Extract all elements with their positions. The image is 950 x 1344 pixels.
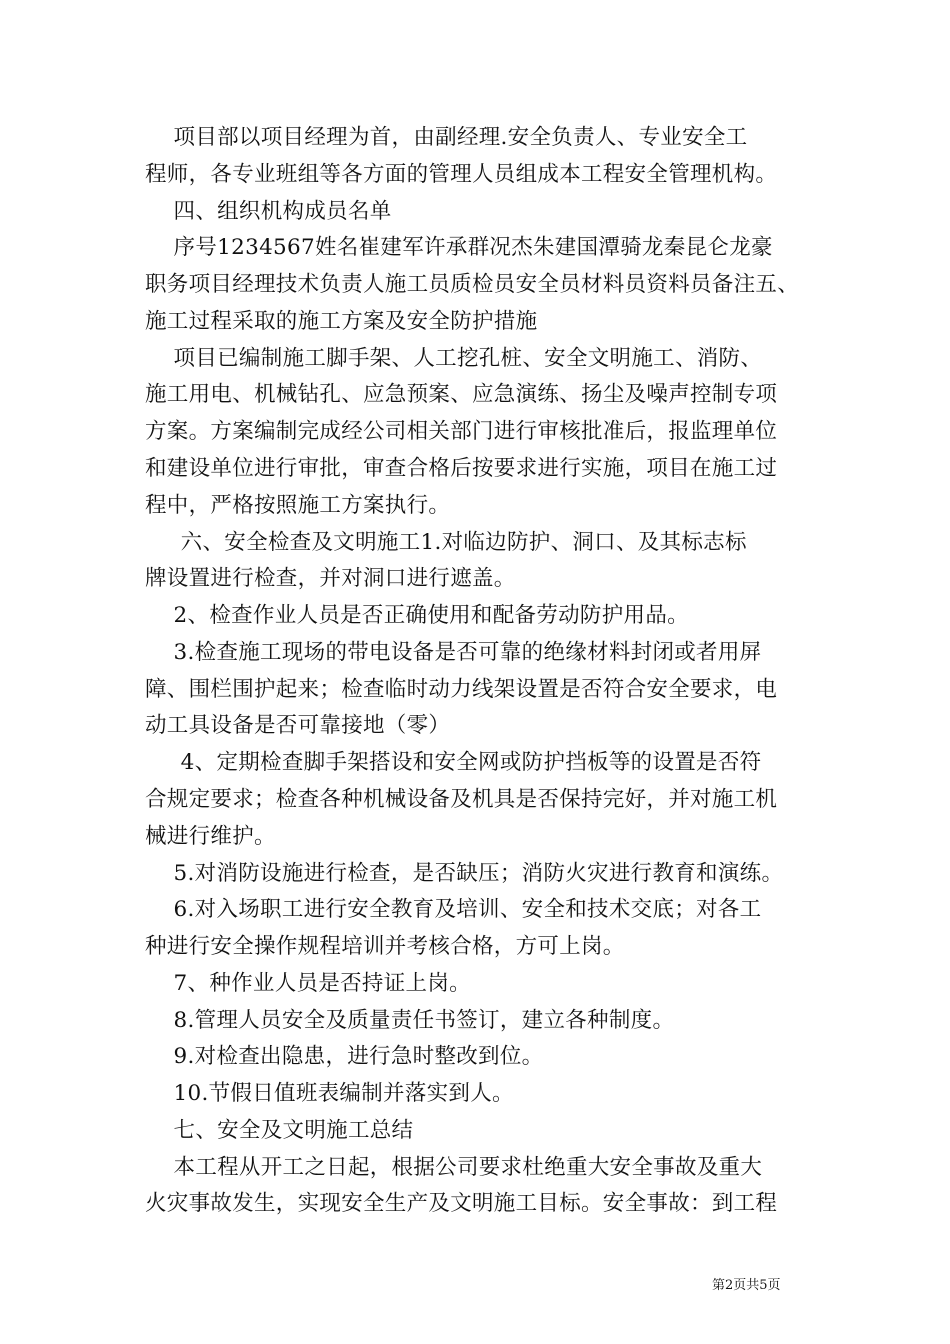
section-heading: 六、安全检查及文明施工1.对临边防护、洞口、及其标志标 xyxy=(145,530,747,555)
text-line: 本工程从开工之日起，根据公司要求杜绝重大安全事故及重大 xyxy=(145,1155,763,1180)
text-line: 动工具设备是否可靠接地（零） xyxy=(145,713,451,738)
text-line: 障、围栏围护起来；检查临时动力线架设置是否符合安全要求，电 xyxy=(145,677,778,702)
text-line: 程中，严格按照施工方案执行。 xyxy=(145,493,451,518)
text-line: 械进行维护。 xyxy=(145,824,276,849)
text-line: 方案。方案编制完成经公司相关部门进行审核批准后，报监理单位 xyxy=(145,419,778,444)
text-line: 项目部以项目经理为首，由副经理.安全负责人、专业安全工 xyxy=(145,125,748,150)
text-line: 5.对消防设施进行检查，是否缺压；消防火灾进行教育和演练。 xyxy=(145,861,784,886)
text-line: 合规定要求；检查各种机械设备及机具是否保持完好，并对施工机 xyxy=(145,787,778,812)
text-line: 3.检查施工现场的带电设备是否可靠的绝缘材料封闭或者用屏 xyxy=(145,640,762,665)
text-line: 7、种作业人员是否持证上岗。 xyxy=(145,971,471,996)
text-line: 和建设单位进行审批，审查合格后按要求进行实施，项目在施工过 xyxy=(145,456,778,481)
text-line: 2、检查作业人员是否正确使用和配备劳动防护用品。 xyxy=(145,603,689,628)
text-line: 牌设置进行检查，并对洞口进行遮盖。 xyxy=(145,566,516,591)
section-heading: 四、组织机构成员名单 xyxy=(145,199,392,224)
text-line: 火灾事故发生，实现安全生产及文明施工目标。安全事故：到工程 xyxy=(145,1191,778,1216)
text-line: 程师，各专业班组等各方面的管理人员组成本工程安全管理机构。 xyxy=(145,162,778,187)
text-line: 8.管理人员安全及质量责任书签订，建立各种制度。 xyxy=(145,1008,675,1033)
text-line: 4、定期检查脚手架搭设和安全网或防护挡板等的设置是否符 xyxy=(145,750,762,775)
text-line: 种进行安全操作规程培训并考核合格，方可上岗。 xyxy=(145,934,625,959)
text-line: 职务项目经理技术负责人施工员质检员安全员材料员资料员备注五、 xyxy=(145,272,800,297)
text-line: 10.节假日值班表编制并落实到人。 xyxy=(145,1081,514,1106)
text-line: 9.对检查出隐患，进行急时整改到位。 xyxy=(145,1044,544,1069)
page-number: 第2页共5页 xyxy=(712,1278,781,1293)
text-line: 6.对入场职工进行安全教育及培训、安全和技术交底；对各工 xyxy=(145,897,762,922)
text-line: 施工过程采取的施工方案及安全防护措施 xyxy=(145,309,538,334)
text-line: 施工用电、机械钻孔、应急预案、应急演练、扬尘及噪声控制专项 xyxy=(145,382,778,407)
text-line: 项目已编制施工脚手架、人工挖孔桩、安全文明施工、消防、 xyxy=(145,346,763,371)
section-heading: 七、安全及文明施工总结 xyxy=(145,1118,414,1143)
text-line: 序号1234567姓名崔建军许承群况杰朱建国潭骑龙秦昆仑龙豪 xyxy=(145,235,773,260)
